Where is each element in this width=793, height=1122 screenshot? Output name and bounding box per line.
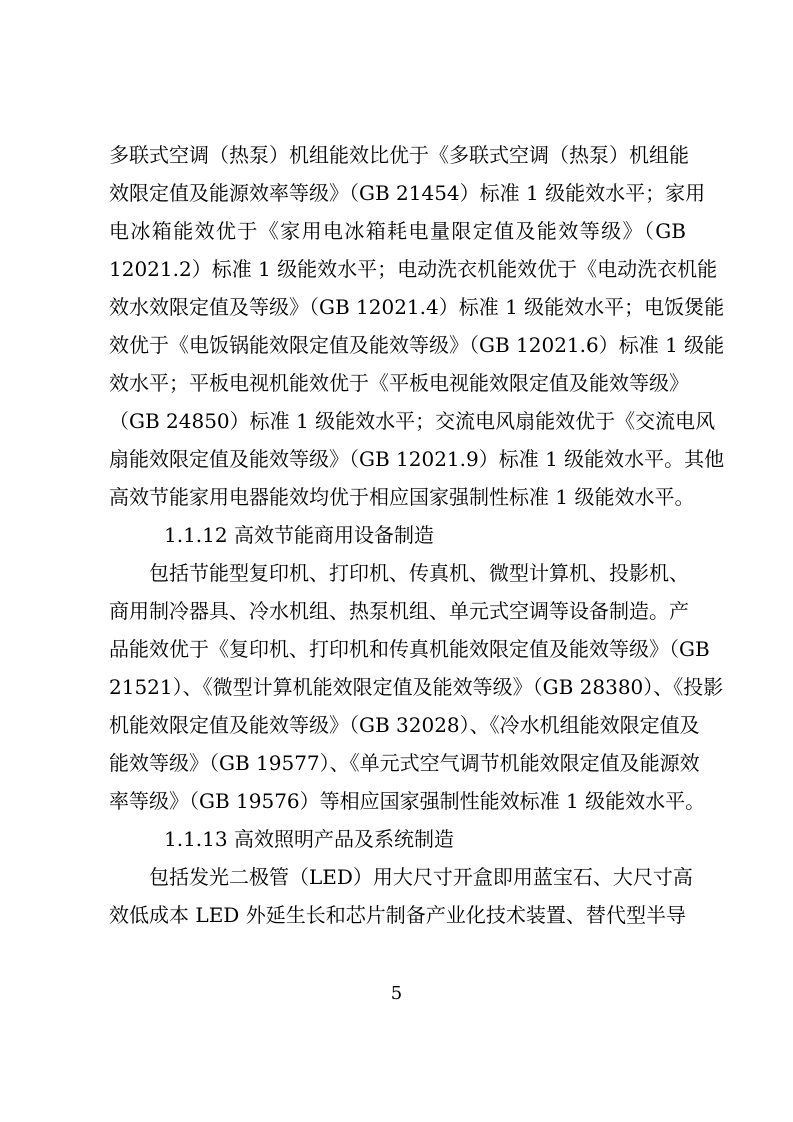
paragraph-line: 效低成本 LED 外延生长和芯片制备产业化技术装置、替代型半导	[109, 903, 686, 927]
paragraph-line: 机能效限定值及能效等级》（GB 32028）、《冷水机组能效限定值及	[109, 713, 700, 737]
paragraph-line: 能效等级》（GB 19577）、《单元式空气调节机能效限定值及能源效	[109, 751, 700, 775]
page-number: 5	[390, 983, 403, 1004]
paragraph-line: 率等级》（GB 19576）等相应国家强制性能效标准 1 级能效水平。	[109, 789, 706, 813]
paragraph-line: （GB 24850）标准 1 级能效水平；交流电风扇能效优于《交流电风	[109, 409, 716, 433]
paragraph-line: 高效节能家用电器能效均优于相应国家强制性标准 1 级能效水平。	[109, 485, 695, 509]
paragraph-line: 效水效限定值及等级》（GB 12021.4）标准 1 级能效水平；电饭煲能	[109, 295, 725, 319]
paragraph-line: 效限定值及能源效率等级》（GB 21454）标准 1 级能效水平；家用	[109, 181, 706, 205]
paragraph-line: 电冰箱能效优于《家用电冰箱耗电量限定值及能效等级》（GB	[109, 219, 686, 243]
paragraph-line: 品能效优于《复印机、打印机和传真机能效限定值及能效等级》（GB	[109, 637, 710, 661]
paragraph-line: 包括节能型复印机、打印机、传真机、微型计算机、投影机、	[149, 561, 689, 585]
section-heading: 1.1.13 高效照明产品及系统制造	[164, 827, 454, 851]
paragraph-line: 12021.2）标准 1 级能效水平；电动洗衣机能效优于《电动洗衣机能	[109, 257, 718, 281]
paragraph-line: 商用制冷器具、冷水机组、热泵机组、单元式空调等设备制造。产	[109, 599, 689, 623]
paragraph-line: 21521）、《微型计算机能效限定值及能效等级》（GB 28380）、《投影	[109, 675, 724, 699]
paragraph-line: 包括发光二极管（LED）用大尺寸开盒即用蓝宝石、大尺寸高	[149, 865, 693, 889]
paragraph-line: 扇能效限定值及能效等级》（GB 12021.9）标准 1 级能效水平。其他	[109, 447, 725, 471]
paragraph-line: 多联式空调（热泵）机组能效比优于《多联式空调（热泵）机组能	[109, 143, 689, 167]
paragraph-line: 效水平；平板电视机能效优于《平板电视能效限定值及能效等级》	[109, 371, 689, 395]
section-heading: 1.1.12 高效节能商用设备制造	[164, 523, 434, 547]
paragraph-line: 效优于《电饭锅能效限定值及能效等级》（GB 12021.6）标准 1 级能	[109, 333, 725, 357]
